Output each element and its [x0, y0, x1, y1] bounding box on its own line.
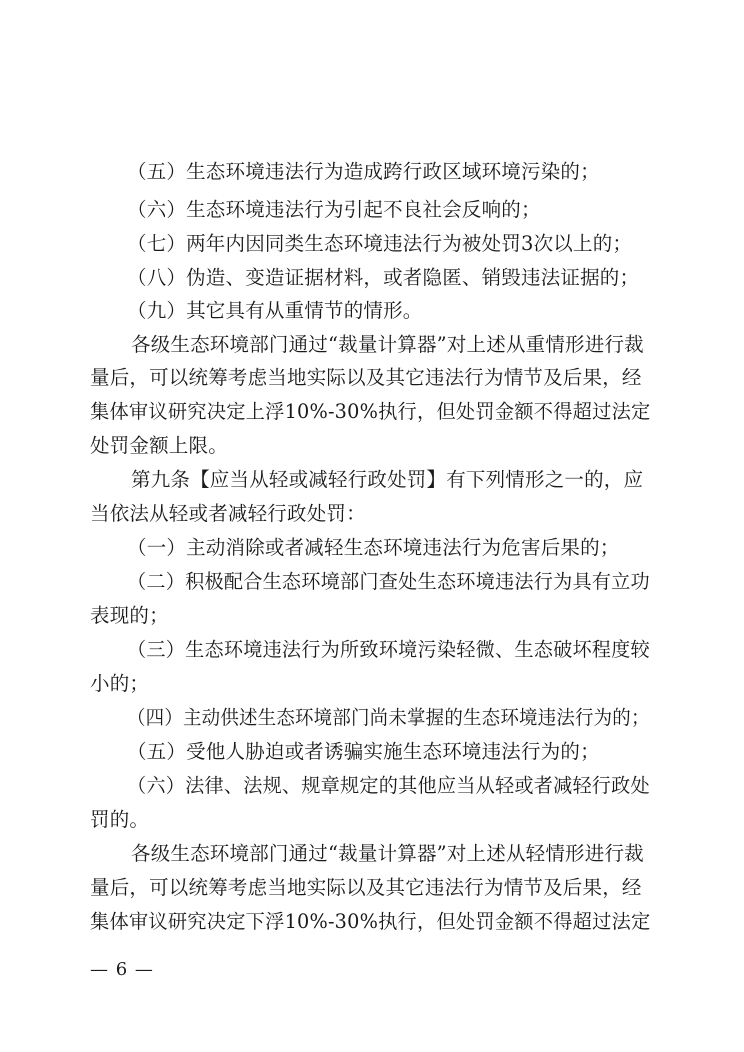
text-line: 各级生态环境部门通过“裁量计算器”对上述从轻情形进行裁: [131, 842, 644, 865]
text-line: 各级生态环境部门通过“裁量计算器”对上述从重情形进行裁: [131, 333, 644, 356]
text-line: 集体审议研究决定上浮10%-30%执行，但处罚金额不得超过法定: [90, 400, 651, 423]
text-line: 当依法从轻或者减轻行政处罚：: [90, 502, 366, 525]
text-line: （六）生态环境违法行为引起不良社会反响的；: [127, 198, 541, 221]
page-number: — 6 —: [90, 959, 154, 980]
text-line: 罚的。: [90, 808, 150, 831]
text-line: （一）主动消除或者减轻生态环境违法行为危害后果的；: [127, 536, 620, 559]
text-line: 小的；: [90, 672, 150, 695]
text-line: （五）受他人胁迫或者诱骗实施生态环境违法行为的；: [127, 740, 600, 763]
text-line: （三）生态环境违法行为所致环境污染轻微、生态破坏程度较: [127, 638, 650, 661]
text-line: 集体审议研究决定下浮10%-30%执行，但处罚金额不得超过法定: [90, 910, 651, 933]
text-line: 第九条【应当从轻或减轻行政处罚】有下列情形之一的，应: [131, 468, 644, 491]
text-line: 处罚金额上限。: [90, 434, 228, 457]
text-line: （九）其它具有从重情节的情形。: [127, 299, 423, 322]
text-line: （五）生态环境违法行为造成跨行政区域环境污染的；: [127, 160, 600, 183]
text-line: 量后，可以统筹考虑当地实际以及其它违法行为情节及后果，经: [90, 876, 642, 899]
text-line: （四）主动供述生态环境部门尚未掌握的生态环境违法行为的；: [127, 706, 650, 729]
text-line: （二）积极配合生态环境部门查处生态环境违法行为具有立功: [127, 570, 650, 593]
text-line: （六）法律、法规、规章规定的其他应当从轻或者减轻行政处: [127, 774, 650, 797]
text-line: （八）伪造、变造证据材料，或者隐匿、销毁违法证据的；: [127, 266, 640, 289]
text-line: 量后，可以统筹考虑当地实际以及其它违法行为情节及后果，经: [90, 366, 642, 389]
text-line: （七）两年内因同类生态环境违法行为被处罚3次以上的；: [127, 232, 633, 255]
text-line: 表现的；: [90, 604, 169, 627]
